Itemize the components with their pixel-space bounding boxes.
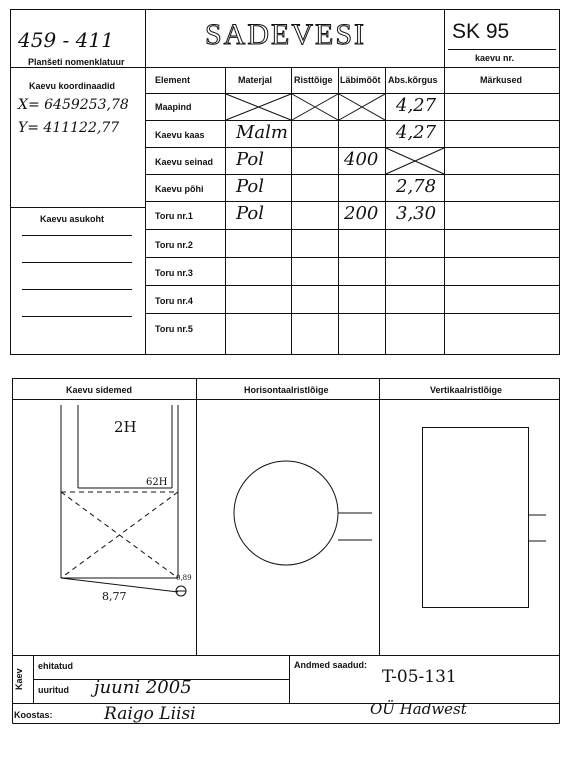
table-cell-abs-height: 3,30 xyxy=(396,203,437,224)
compiled-by: Raigo Liisi xyxy=(104,704,196,724)
vertical-section-title: Vertikaalristlõige xyxy=(430,385,503,395)
table-row-element: Toru nr.4 xyxy=(155,296,193,306)
data-source-value: T-05-131 xyxy=(382,667,457,687)
surveyed-label: uuritud xyxy=(38,685,69,695)
planset-number: 459 - 411 xyxy=(18,28,114,52)
planset-label: Planšeti nomenklatuur xyxy=(28,57,125,67)
well-number: SK 95 xyxy=(452,20,510,43)
table-row-element: Toru nr.5 xyxy=(155,324,193,334)
table-row-element: Kaevu põhi xyxy=(155,184,204,194)
annotation-small: 0,89 xyxy=(176,574,192,582)
page-title: SADEVESI xyxy=(205,18,367,51)
col-cross-section: Risttõige xyxy=(294,75,333,85)
surveyed-date: juuni 2005 xyxy=(94,677,192,698)
table-cell-diameter: 200 xyxy=(344,203,379,224)
table-cell-abs-height: 2,78 xyxy=(396,176,437,197)
table-row-element: Kaevu seinad xyxy=(155,157,214,167)
footer-side-label: Kaev xyxy=(14,668,24,690)
table-cell-material: Malm xyxy=(236,122,288,143)
table-cell-abs-height: 4,27 xyxy=(396,122,437,143)
table-cell-material: Pol xyxy=(236,203,264,224)
location-label: Kaevu asukoht xyxy=(40,214,105,224)
annotation-2h: 2H xyxy=(114,418,137,436)
table-cell-diameter: 400 xyxy=(344,149,379,170)
col-diameter: Läbimõõt xyxy=(340,75,381,85)
data-source-label: Andmed saadud: xyxy=(294,660,368,670)
table-row-element: Toru nr.3 xyxy=(155,268,193,278)
built-label: ehitatud xyxy=(38,661,73,671)
table-row-element: Kaevu kaas xyxy=(155,130,205,140)
table-row-element: Toru nr.2 xyxy=(155,240,193,250)
table-cell-abs-height: 4,27 xyxy=(396,95,437,116)
table-row-element: Toru nr.1 xyxy=(155,211,193,221)
compiled-label: Koostas: xyxy=(14,710,53,720)
table-row-element: Maapind xyxy=(155,102,192,112)
table-cell-material: Pol xyxy=(236,176,264,197)
col-element: Element xyxy=(155,75,191,85)
col-material: Materjal xyxy=(238,75,273,85)
coordinate-x: X= 6459253,78 xyxy=(18,97,129,113)
annotation-62h: 62H xyxy=(146,477,168,488)
col-notes: Märkused xyxy=(480,75,523,85)
col-abs-height: Abs.kõrgus xyxy=(388,75,438,85)
coordinates-label: Kaevu koordinaadid xyxy=(29,81,116,91)
well-number-label: kaevu nr. xyxy=(475,53,515,63)
coordinate-y: Y= 411122,77 xyxy=(18,120,120,136)
horizontal-section-title: Horisontaalristlõige xyxy=(244,385,329,395)
company-name: OÜ Hadwest xyxy=(370,700,467,718)
table-cell-material: Pol xyxy=(236,149,264,170)
ties-section-title: Kaevu sidemed xyxy=(66,385,133,395)
annotation-877: 8,77 xyxy=(102,590,127,603)
